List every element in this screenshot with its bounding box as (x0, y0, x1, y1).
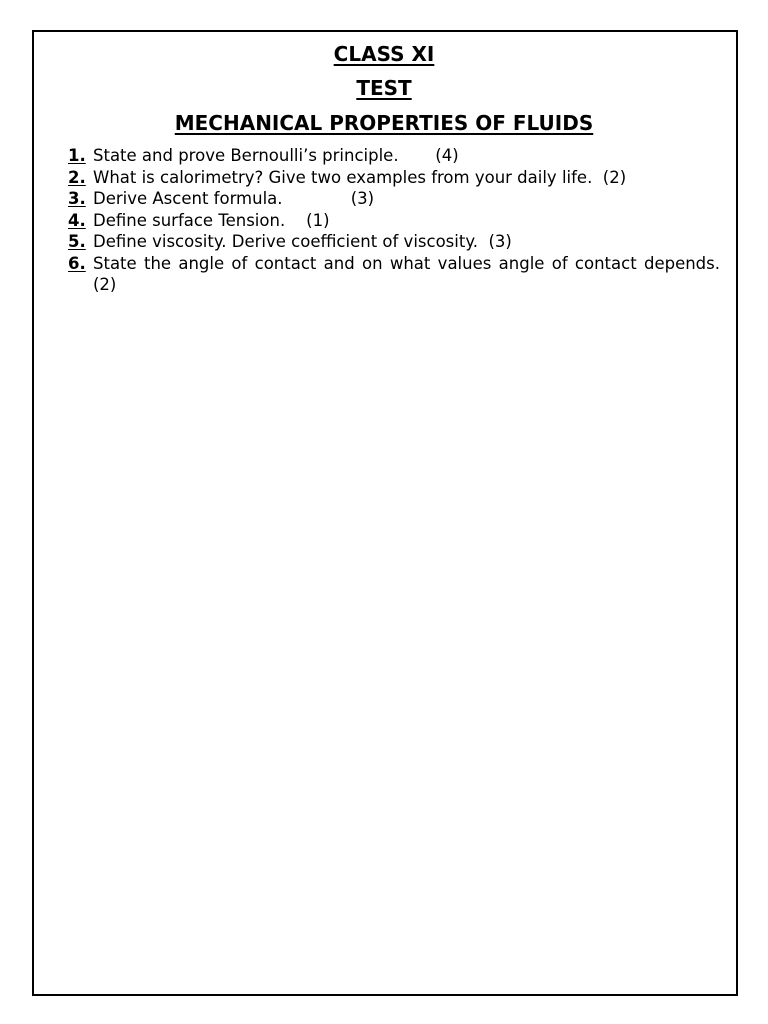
question-number: 4. (68, 210, 86, 230)
question-text: What is calorimetry? Give two examples from your daily life. (2) (93, 167, 627, 187)
test-heading: TEST (356, 76, 412, 100)
question-item (68, 145, 720, 167)
question-number: 2. (68, 167, 86, 187)
topic-heading: MECHANICAL PROPERTIES OF FLUIDS (174, 111, 594, 135)
question-item (68, 253, 726, 296)
question-number: 6. (68, 253, 86, 273)
question-number: 3. (68, 189, 86, 208)
class-heading: CLASS XI (333, 42, 435, 66)
question-text: State the angle of contact and on what values angle of contact depends. (2) (93, 253, 726, 294)
question-item (68, 188, 720, 210)
question-text: Derive Ascent formula. (3) (93, 189, 375, 208)
question-number: 1. (68, 146, 86, 165)
question-item (68, 167, 720, 189)
question-item (68, 231, 720, 253)
question-list (68, 145, 726, 296)
question-text: Define surface Tension. (1) (93, 210, 330, 230)
question-number: 5. (68, 232, 86, 251)
question-item (68, 210, 720, 232)
question-text: State and prove Bernoulli’s principle. (4) (93, 146, 459, 165)
question-text: Define viscosity. Derive coefficient of viscosity. (3) (93, 232, 512, 251)
